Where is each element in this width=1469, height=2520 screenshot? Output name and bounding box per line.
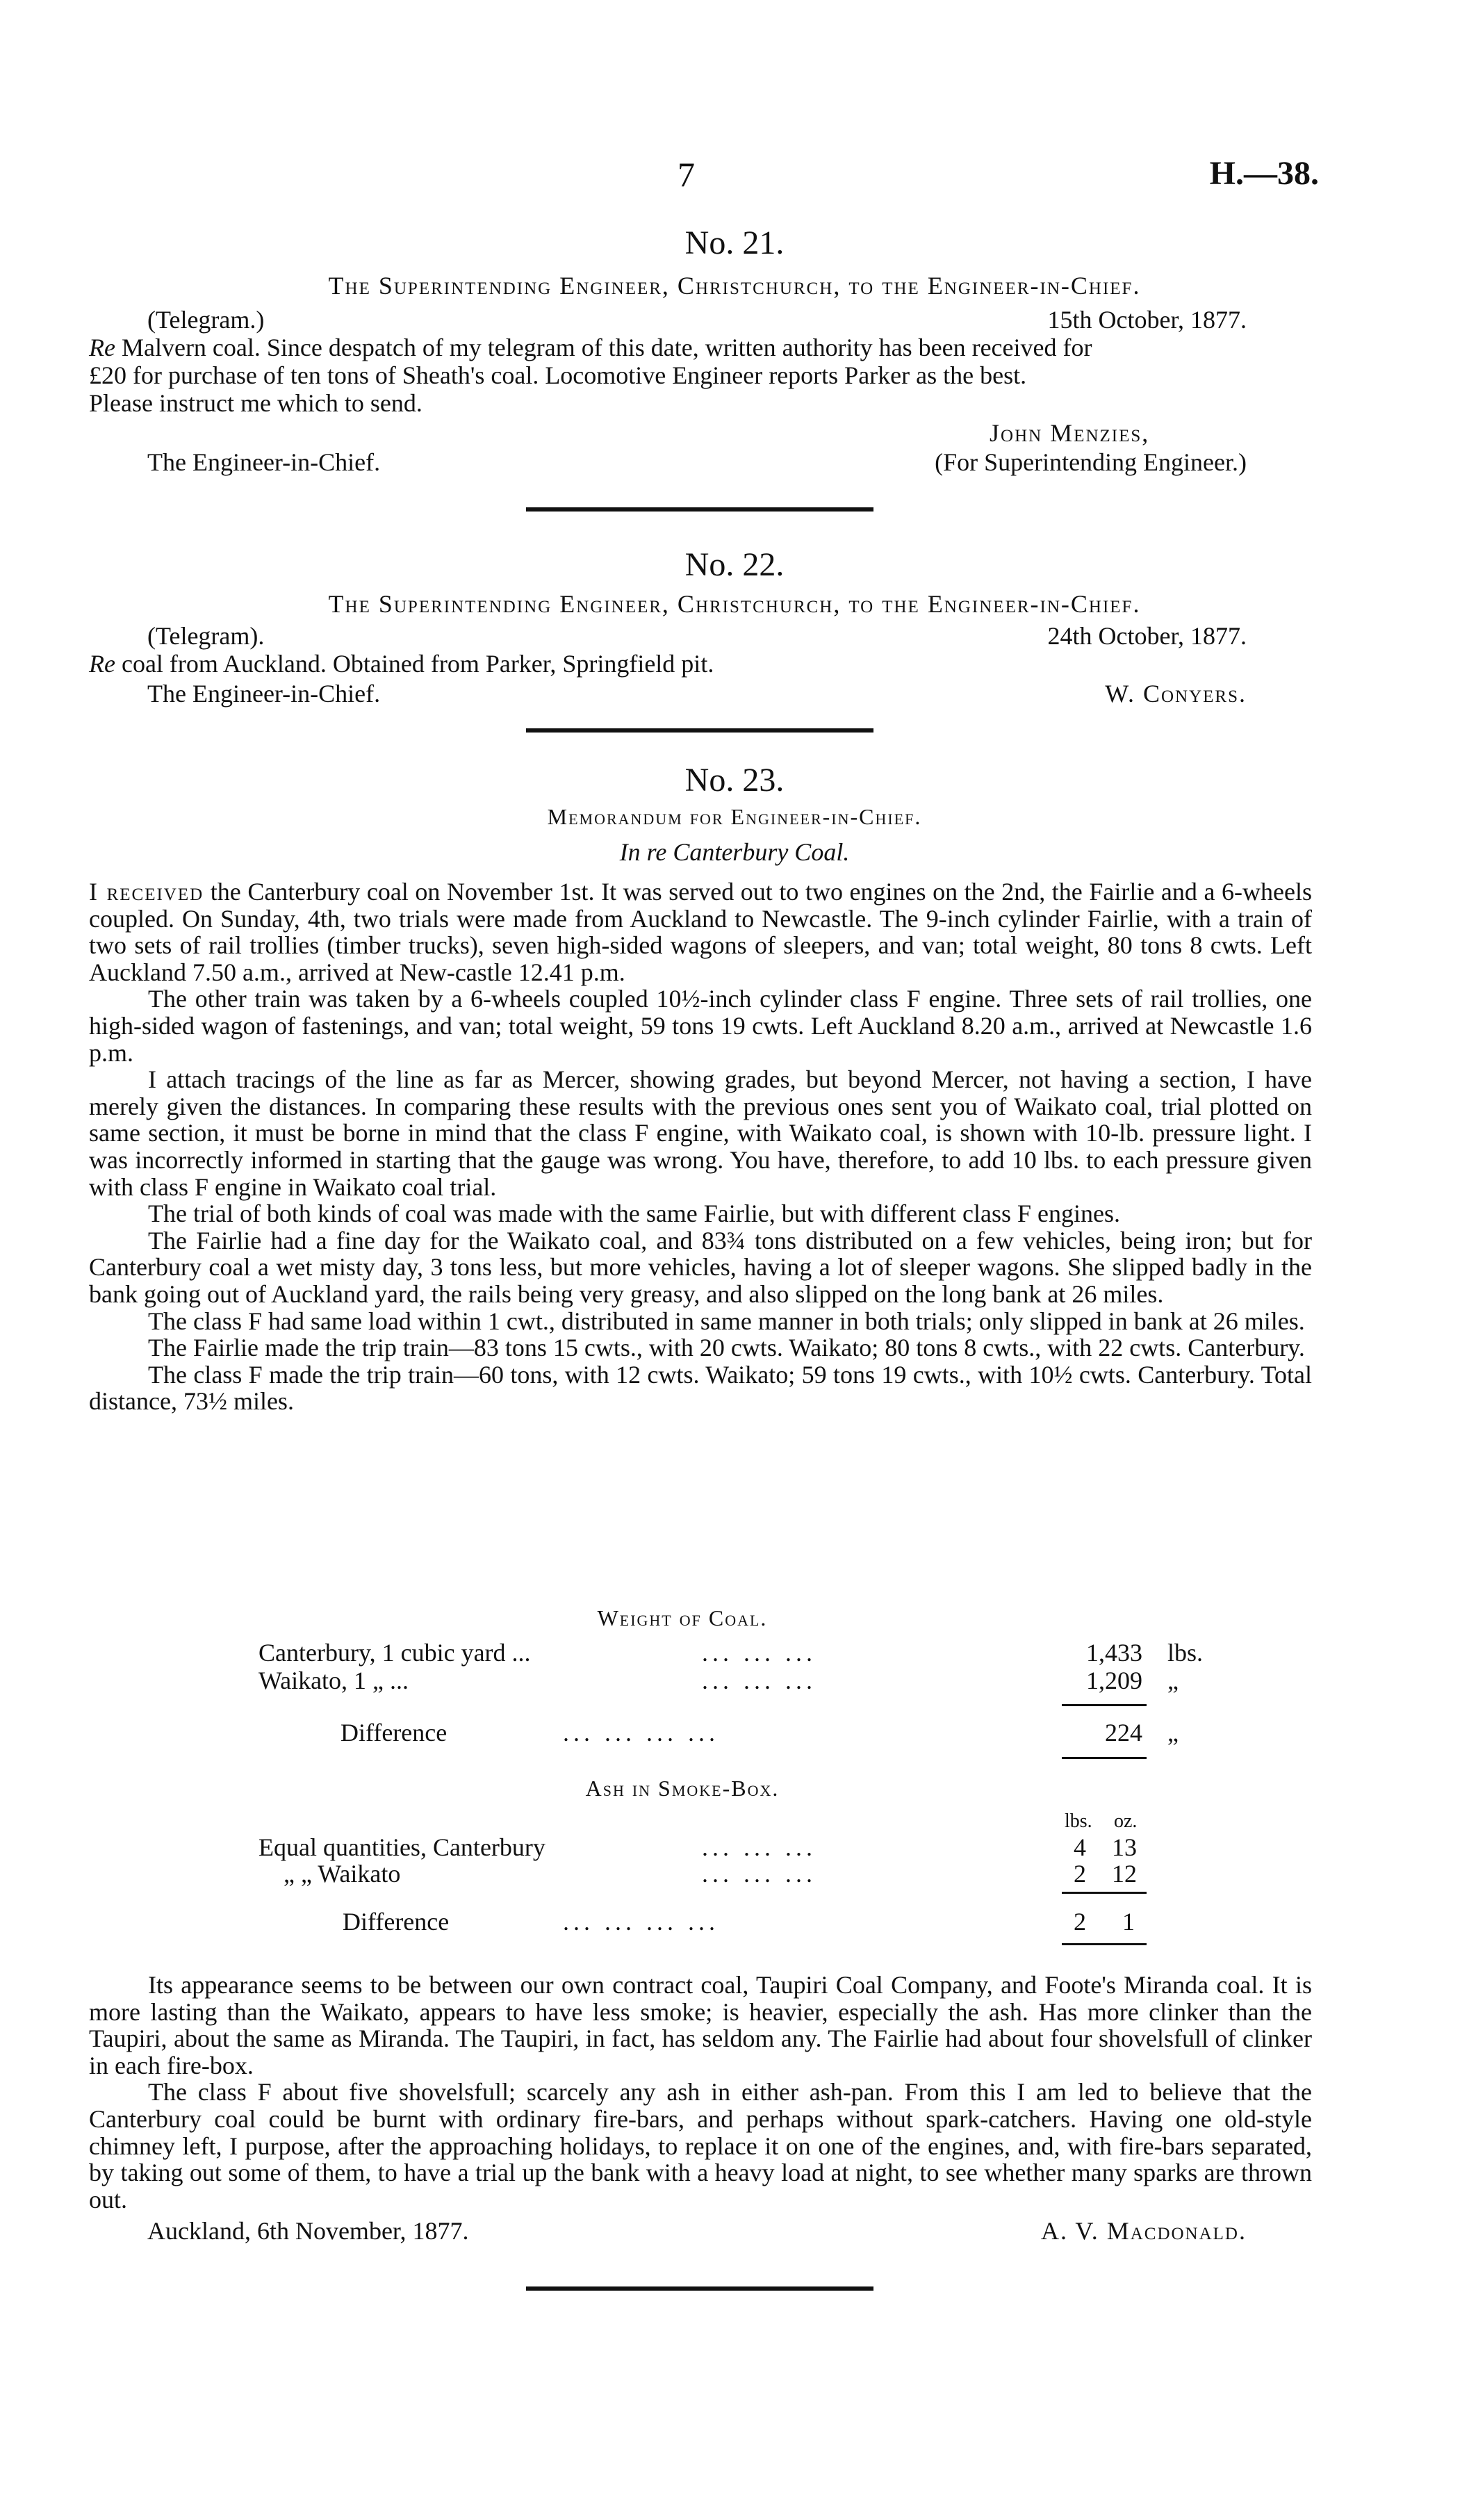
memo-body	[89, 878, 1312, 1415]
ash-row-dots: ... ... ...	[702, 1860, 816, 1888]
weight-row-value: 1,209	[1086, 1667, 1142, 1694]
memo-paragraph-7: The Fairlie made the trip train—83 tons 15 cwts., with 20 cwts. Waikato; 80 tons 8 cwts., with 22 cwts. Canterbury.	[148, 1334, 1305, 1362]
memo-paragraph-3: I attach tracings of the line as far as Mercer, showing grades, but beyond Mercer, not having a section, I have merely given the distances. In comparing these results with the previous ones sent you of Waikato coal, trial plotted on same section, it must be borne in mind that the class F engine, with Waikato coal, is shown with 10-lb. pressure light. I was incorrectly informed in starting that the gauge was wrong. You have, therefore, to add 10 lbs. to each pressure given with class F engine in Waikato coal trial.	[89, 1065, 1312, 1201]
doc21-addressee: The Engineer-in-Chief.	[147, 448, 381, 476]
memo-paragraph-8: The class F made the trip train—60 tons, with 12 cwts. Waikato; 59 tons 19 cwts., with 10½ cwts. Canterbury. Total distance, 73½ miles.	[89, 1360, 1312, 1416]
ash-diff-oz: 1	[1122, 1908, 1135, 1936]
weight-diff-label: Difference	[340, 1719, 448, 1746]
doc22-type: (Telegram).	[147, 622, 265, 650]
weight-row-label: Canterbury, 1 cubic yard ...	[258, 1639, 531, 1667]
ash-row-dots: ... ... ...	[702, 1833, 816, 1861]
weight-total-rule	[1062, 1757, 1147, 1759]
weight-row-dots: ... ... ...	[702, 1639, 816, 1667]
doc21-signer-role: (For Superintending Engineer.)	[935, 448, 1247, 476]
doc21-type: (Telegram.)	[147, 306, 265, 334]
memo-lead: I received	[89, 878, 204, 906]
memo-paragraph-6: The class F had same load within 1 cwt., distributed in same manner in both trials; only slipped in bank at 26 miles.	[148, 1307, 1305, 1335]
weight-diff-unit: „	[1167, 1719, 1179, 1746]
ash-row-label: „ „ Waikato	[284, 1860, 401, 1888]
section-id: H.—38.	[1209, 155, 1319, 192]
doc22-subtitle: The Superintending Engineer, Christchurch, to the Engineer-in-Chief.	[328, 590, 1141, 618]
weight-row-label: Waikato, 1 „ ...	[258, 1667, 409, 1694]
doc22-addressee: The Engineer-in-Chief.	[147, 680, 381, 707]
memo-paragraph-9: Its appearance seems to be between our own contract coal, Taupiri Coal Company, and Foote's Miranda coal. It is more lasting than the Waikato, appears to have less smoke; is heavier, especially the ash. Has more clinker than the Taupiri, about the same as Miranda. The Taupiri, in fact, has seldom any. The Fairlie had about four shovelsfull of clinker in each fire-box.	[89, 1971, 1312, 2079]
doc21-body-2: £20 for purchase of ten tons of Sheath's coal. Locomotive Engineer reports Parker as the best.	[89, 361, 1027, 389]
weight-diff-dots: ... ... ... ...	[563, 1719, 719, 1746]
memo-place-date: Auckland, 6th November, 1877.	[147, 2217, 469, 2245]
weight-diff-value: 224	[1105, 1719, 1142, 1746]
ash-row-oz: 13	[1112, 1833, 1137, 1861]
doc22-signer: W. Conyers.	[1105, 680, 1247, 707]
ash-unit-oz: oz.	[1114, 1810, 1138, 1832]
ash-row-lbs: 2	[1074, 1860, 1086, 1888]
section-divider-2	[526, 728, 873, 733]
memo-paragraph-4: The trial of both kinds of coal was made with the same Fairlie, but with different class F engines.	[148, 1200, 1121, 1228]
weight-row-dots: ... ... ...	[702, 1667, 816, 1694]
ash-unit-lbs: lbs.	[1065, 1810, 1092, 1832]
doc21-signer: John Menzies,	[990, 419, 1150, 447]
ash-total-rule	[1062, 1943, 1147, 1945]
ash-row-lbs: 4	[1074, 1833, 1086, 1861]
ash-sum-rule	[1062, 1892, 1147, 1894]
doc22-re: Re	[89, 650, 115, 678]
ash-diff-dots: ... ... ... ...	[563, 1908, 719, 1936]
doc21-date: 15th October, 1877.	[1047, 306, 1247, 334]
page-number: 7	[678, 155, 695, 194]
doc21-subtitle: The Superintending Engineer, Christchurch, to the Engineer-in-Chief.	[328, 272, 1141, 300]
doc21-body-line-1	[89, 334, 1092, 361]
ash-diff-lbs: 2	[1074, 1908, 1086, 1936]
ash-row-label: Equal quantities, Canterbury	[258, 1833, 545, 1861]
memo-paragraph-1	[89, 878, 1312, 985]
doc23-subject: In re Canterbury Coal.	[619, 838, 850, 866]
doc21-number: No. 21.	[684, 224, 785, 261]
weight-table-title: Weight of Coal.	[597, 1605, 768, 1630]
memo-paragraph-10: The class F about five shovelsfull; scarcely any ash in either ash-pan. From this I am led to believe that the Canterbury coal could be burnt with ordinary fire-bars, and perhaps without spark-catchers. Having one old-style chimney left, I purpose, after the approaching holidays, to replace it on one of the engines, and, with fire-bars separated, by taking out some of them, to have a trial up the bank with a heavy load at night, to see whether many sparks are thrown out.	[89, 2078, 1312, 2214]
weight-row-unit: „	[1167, 1667, 1179, 1694]
doc21-body-1: Malvern coal. Since despatch of my telegram of this date, written authority has been received for	[115, 334, 1092, 361]
doc22-date: 24th October, 1877.	[1047, 622, 1247, 650]
ash-row-oz: 12	[1112, 1860, 1137, 1888]
section-divider-1	[526, 507, 873, 512]
memo-signer: A. V. Macdonald.	[1041, 2217, 1247, 2245]
weight-sum-rule	[1062, 1704, 1147, 1706]
doc23-title: Memorandum for Engineer-in-Chief.	[547, 804, 922, 829]
memo-paragraph-2: The other train was taken by a 6-wheels coupled 10½-inch cylinder class F engine. Three sets of rail trollies, one high-sided wagon of fastenings, and van; total weight, 59 tons 19 cwts. Left Auckland 8.20 a.m., arrived at Newcastle 1.6 p.m.	[89, 985, 1312, 1067]
ash-diff-label: Difference	[343, 1908, 450, 1936]
doc22-body-line	[89, 650, 714, 678]
doc21-re: Re	[89, 334, 115, 361]
memo-paragraph-5: The Fairlie had a fine day for the Waikato coal, and 83¾ tons distributed on a few vehicles, being iron; but for Canterbury coal a wet misty day, 3 tons less, but more vehicles, having a lot of sleeper wagons. She slipped badly in the bank going out of Auckland yard, the rails being very greasy, and also slipped on the long bank at 26 miles.	[89, 1226, 1312, 1308]
memo-closing	[89, 1972, 1312, 2213]
weight-row-value: 1,433	[1086, 1639, 1142, 1667]
weight-row-unit: lbs.	[1167, 1639, 1204, 1667]
doc22-number: No. 22.	[684, 546, 785, 583]
section-divider-3	[526, 2286, 873, 2291]
doc22-body-1: coal from Auckland. Obtained from Parker, Springfield pit.	[115, 650, 714, 678]
ash-table-title: Ash in Smoke-Box.	[585, 1776, 780, 1801]
doc23-number: No. 23.	[684, 762, 785, 799]
doc21-body-3: Please instruct me which to send.	[89, 389, 422, 417]
memo-p1-text: the Canterbury coal on November 1st. It was served out to two engines on the 2nd, the Fairlie and a 6-wheels coupled. On Sunday, 4th, two trials were made from Auckland to Newcastle. The 9-inch cylinder Fairlie, with a train of two sets of rail trollies (timber trucks), seven high-sided wagons of sleepers, and van; total weight, 80 tons 8 cwts. Left Auckland 7.50 a.m., arrived at New-castle 12.41 p.m.	[89, 878, 1312, 986]
